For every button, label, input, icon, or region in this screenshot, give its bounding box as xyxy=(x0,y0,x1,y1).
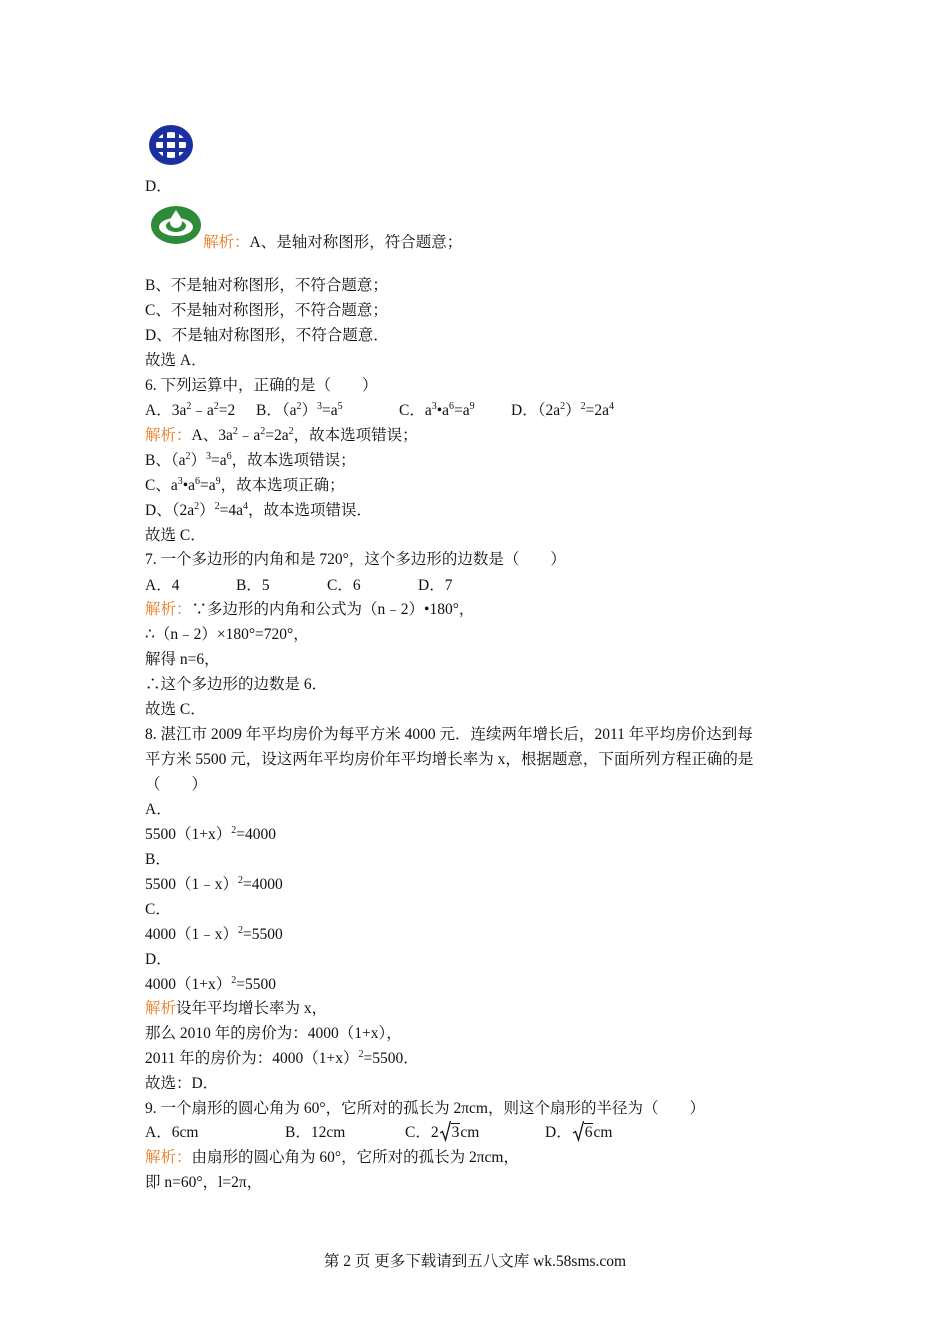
q7-analysis-4: ∴这个多边形的边数是 6． xyxy=(145,676,328,693)
q6-option-d: D．$(2a^2)^2=2a^4$ xyxy=(511,401,614,419)
q6-analysis-b: B、$(a^2)^3=a^6$，故本选项错误； xyxy=(145,451,356,469)
q8-option-b-eq: 5500（1﹣x）$^2$=4000 xyxy=(145,875,283,893)
q5-line: B、不是轴对称图形，不符合题意； xyxy=(145,277,388,294)
q9-options xyxy=(145,1123,612,1143)
q6-option-a: A．$3a^2﹣a^2=2$ xyxy=(145,401,236,419)
analysis-label: 解析： xyxy=(145,1149,192,1166)
q8-stem-line-1: 8. 湛江市 2009 年平均房价为每平方米 4000 元．连续两年增长后，2011 年平均房价达到每 xyxy=(145,726,753,743)
q9-analysis-2: 即 n=60°，l=2π， xyxy=(145,1174,263,1191)
q7-option-a: A．4 xyxy=(145,577,180,594)
analysis-text: A、是轴对称图形，符合题意； xyxy=(249,234,463,251)
green-drop-logo xyxy=(150,205,202,245)
q7-options xyxy=(145,576,452,596)
q7-option-d: D．7 xyxy=(418,577,453,594)
page-footer: 第 2 页 更多下载请到五八文库 wk.58sms.com xyxy=(323,1253,627,1270)
q8-option-b-label: B． xyxy=(145,851,171,868)
q7-answer: 故选 C． xyxy=(145,701,206,718)
q9-option-b: B．12cm xyxy=(285,1124,346,1141)
q6-analysis-a: 解析：A、$3a^2﹣a^2=2a^2$，故本选项错误； xyxy=(145,426,418,444)
q6-analysis-c: C、$a^3•a^6=a^9$，故本选项正确； xyxy=(145,476,345,494)
q5-line: C、不是轴对称图形，不符合题意； xyxy=(145,302,388,319)
q8-answer: 故选：D． xyxy=(145,1075,219,1092)
q8-stem-line-3: （ ） xyxy=(145,776,208,793)
q8-option-d-eq: $4000(1+x)^2=5500$ xyxy=(145,975,276,993)
q6-stem: 6. 下列运算中，正确的是（ ） xyxy=(145,377,378,394)
q6-analysis-d: D、$(2a^2)^2=4a^4$，故本选项错误． xyxy=(145,501,372,519)
q9-analysis-1: 解析：由扇形的圆心角为 60°，它所对的孤长为 2πcm， xyxy=(145,1149,519,1166)
q8-analysis-3: 2011 年的房价为：$4000(1+x)^2=5500$． xyxy=(145,1049,419,1067)
q9-option-c: C．2 3cm xyxy=(405,1123,545,1143)
q8-option-d-label: D． xyxy=(145,951,172,968)
analysis-label: 解析： xyxy=(203,234,250,251)
analysis-label: 解析 xyxy=(145,1000,177,1017)
q8-analysis-1: 解析设年平均增长率为 x， xyxy=(145,1000,328,1017)
q9-option-d: D． 6cm xyxy=(545,1123,612,1143)
q7-option-b: B．5 xyxy=(236,577,270,594)
q5-answer: 故选 A． xyxy=(145,352,207,369)
q7-analysis-1: 解析：∵多边形的内角和公式为（n﹣2）•180°， xyxy=(145,601,475,618)
q6-option-c: C．$a^3•a^6=a^9$ xyxy=(399,401,475,419)
q7-stem: 7. 一个多边形的内角和是 720°，这个多边形的边数是（ ） xyxy=(145,551,566,568)
q8-option-c-label: C． xyxy=(145,901,171,918)
q8-option-a-eq: $5500(1+x)^2=4000$ xyxy=(145,825,276,843)
q8-analysis-2: 那么 2010 年的房价为：4000（1+x）， xyxy=(145,1025,402,1042)
q7-option-c: C．6 xyxy=(327,577,361,594)
q5-option-d-label: D． xyxy=(145,178,172,195)
q8-option-a-label: A． xyxy=(145,801,172,818)
q6-option-b: B．$(a^2)^3=a^5$ xyxy=(256,401,343,419)
q8-stem-line-2: 平方米 5500 元，设这两年平均房价年平均增长率为 x，根据题意，下面所列方程正确的是 xyxy=(145,751,754,768)
q5-analysis-first xyxy=(203,233,462,253)
q9-stem: 9. 一个扇形的圆心角为 60°，它所对的孤长为 2πcm，则这个扇形的半径为（ ） xyxy=(145,1100,705,1117)
analysis-label: 解析： xyxy=(145,427,192,444)
q7-analysis-3: 解得 n=6， xyxy=(145,651,220,668)
analysis-label: 解析： xyxy=(145,601,192,618)
q9-option-a: A．6cm xyxy=(145,1124,199,1141)
metro-style-logo xyxy=(148,124,194,166)
q8-option-c-eq: 4000（1﹣x）$^2$=5500 xyxy=(145,925,283,943)
q7-analysis-2: ∴（n﹣2）×180°=720°， xyxy=(145,626,309,643)
q5-line: D、不是轴对称图形，不符合题意． xyxy=(145,327,389,344)
q6-options xyxy=(145,401,614,421)
sqrt-symbol: 3 xyxy=(439,1123,461,1143)
sqrt-symbol: 6 xyxy=(572,1123,594,1143)
q6-answer: 故选 C． xyxy=(145,527,206,544)
